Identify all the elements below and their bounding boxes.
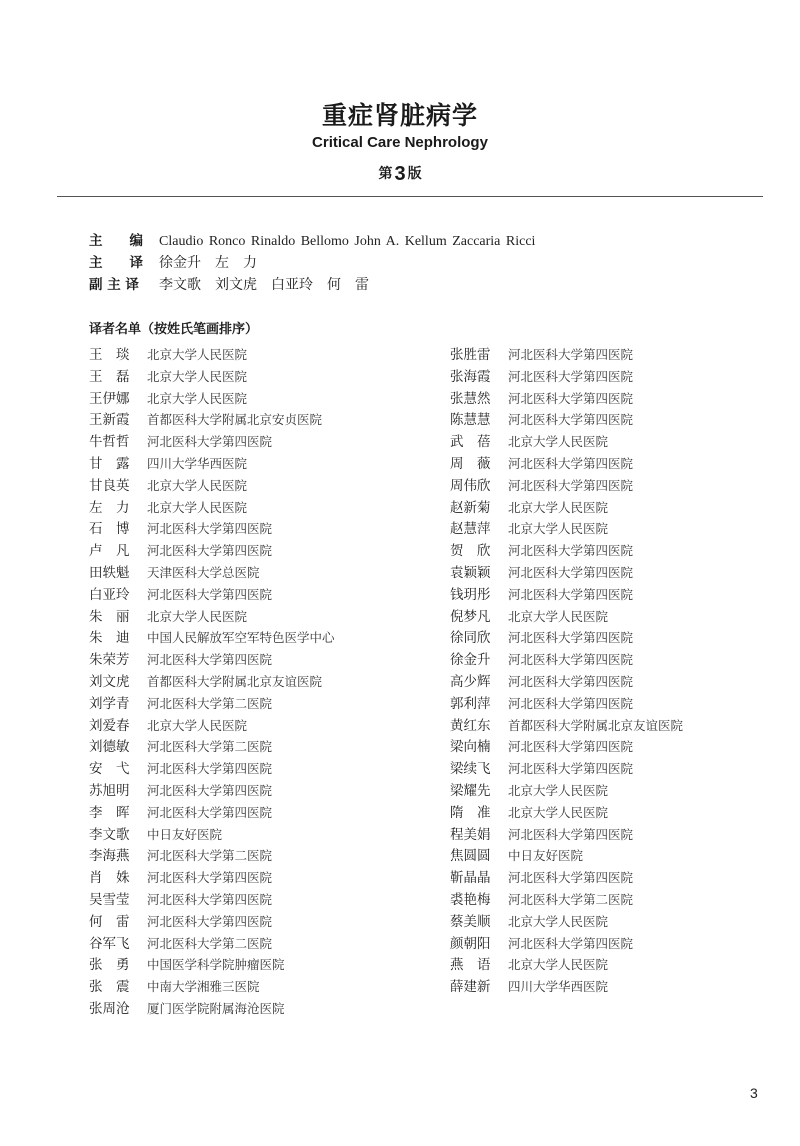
translator-entry — [450, 496, 683, 518]
translator-name: 李海燕 — [89, 848, 130, 865]
translator-name: 张海霞 — [450, 368, 491, 385]
translator-entry — [450, 888, 683, 910]
edition-number: 3 — [394, 163, 406, 185]
translator-entry — [450, 953, 683, 975]
translator-entry — [450, 779, 683, 801]
translator-affiliation: 河北医科大学第二医院 — [147, 935, 273, 951]
translator-affiliation: 河北医科大学第四医院 — [147, 870, 273, 886]
translator-name: 蔡美顺 — [450, 913, 491, 930]
translator-entry — [450, 517, 683, 539]
translator-affiliation: 河北医科大学第四医院 — [508, 761, 634, 777]
translator-affiliation: 河北医科大学第二医院 — [147, 739, 273, 755]
translator-entry — [89, 626, 335, 648]
translator-name: 牛哲哲 — [89, 434, 130, 451]
translator-affiliation: 河北医科大学第四医院 — [508, 673, 634, 689]
translator-entry — [89, 517, 335, 539]
translator-name: 苏旭明 — [89, 782, 130, 799]
translator-affiliation: 河北医科大学第四医院 — [147, 761, 273, 777]
translator-affiliation: 北京大学人民医院 — [147, 499, 248, 515]
translator-name: 裘艳梅 — [450, 891, 491, 908]
translator-affiliation: 北京大学人民医院 — [147, 347, 248, 362]
translator-name: 武 蓓 — [450, 434, 491, 451]
translator-name: 张慧然 — [450, 390, 491, 407]
translator-entry — [450, 474, 683, 496]
translator-affiliation: 天津医科大学总医院 — [147, 564, 260, 580]
translator-affiliation: 中国医学科学院肿瘤医院 — [147, 957, 285, 973]
translator-name: 赵新菊 — [450, 499, 491, 516]
translator-name: 王 磊 — [89, 368, 130, 385]
translator-entry — [450, 387, 683, 409]
translator-affiliation: 北京大学人民医院 — [508, 434, 609, 450]
translator-affiliation: 河北医科大学第四医院 — [147, 891, 273, 907]
translator-affiliation: 北京大学人民医院 — [508, 913, 609, 929]
translator-entry — [450, 583, 683, 605]
page-number: 3 — [750, 1085, 758, 1101]
translator-entry — [450, 605, 683, 627]
translator-entry — [89, 866, 335, 888]
translator-affiliation: 河北医科大学第四医院 — [508, 412, 634, 428]
translator-name: 王新霞 — [89, 412, 130, 429]
translator-affiliation: 北京大学人民医院 — [147, 390, 248, 406]
translator-affiliation: 河北医科大学第四医院 — [508, 477, 634, 493]
translator-affiliation: 中日友好医院 — [508, 848, 584, 864]
translator-name: 钱玥彤 — [450, 586, 491, 603]
translators-column-left — [89, 343, 335, 1019]
translator-name: 刘德敏 — [89, 739, 130, 756]
translator-entry — [89, 539, 335, 561]
translator-affiliation: 河北医科大学第四医院 — [508, 870, 634, 886]
translator-entry — [450, 692, 683, 714]
role-row-deputy-translator — [89, 274, 535, 296]
translator-entry — [89, 844, 335, 866]
translator-entry — [450, 408, 683, 430]
translators-heading: 译者名单（按姓氏笔画排序） — [89, 322, 259, 337]
translator-name: 刘爱春 — [89, 717, 130, 734]
translator-entry — [450, 844, 683, 866]
role-names: 李文歌 刘文虎 白亚玲 何 雷 — [159, 278, 369, 293]
translator-affiliation: 河北医科大学第四医院 — [147, 913, 273, 929]
translator-entry — [89, 932, 335, 954]
translator-name: 肖 姝 — [89, 870, 130, 887]
translator-name: 谷军飞 — [89, 935, 130, 952]
edition-prefix: 第 — [378, 166, 393, 182]
translator-affiliation: 河北医科大学第四医院 — [147, 804, 273, 820]
translator-affiliation: 北京大学人民医院 — [508, 804, 609, 820]
translator-entry — [450, 670, 683, 692]
translator-name: 张胜雷 — [450, 347, 491, 363]
translator-entry — [89, 365, 335, 387]
translator-affiliation: 河北医科大学第四医院 — [147, 434, 273, 450]
translator-name: 周伟欣 — [450, 477, 491, 494]
translator-entry — [450, 365, 683, 387]
translator-affiliation: 河北医科大学第四医院 — [508, 826, 634, 842]
translator-affiliation: 河北医科大学第四医院 — [508, 695, 634, 711]
translator-affiliation: 中南大学湘雅三医院 — [147, 979, 260, 995]
translator-entry — [89, 692, 335, 714]
translator-affiliation: 北京大学人民医院 — [147, 477, 248, 493]
translator-affiliation: 首都医科大学附属北京安贞医院 — [147, 412, 323, 428]
translator-affiliation: 河北医科大学第四医院 — [508, 586, 634, 602]
translator-name: 高少辉 — [450, 673, 491, 690]
role-label: 副 主 译 — [89, 277, 139, 293]
translator-entry — [89, 343, 335, 365]
translator-affiliation: 河北医科大学第四医院 — [147, 586, 273, 602]
translator-affiliation: 河北医科大学第四医院 — [508, 347, 634, 362]
translator-entry — [450, 539, 683, 561]
translator-affiliation: 河北医科大学第二医院 — [147, 848, 273, 864]
translator-affiliation: 中日友好医院 — [147, 826, 223, 842]
translator-name: 倪梦凡 — [450, 608, 491, 625]
role-label: 主 编 — [89, 233, 143, 249]
translator-name: 卢 凡 — [89, 543, 130, 560]
translator-affiliation: 河北医科大学第四医院 — [508, 564, 634, 580]
translator-entry — [89, 583, 335, 605]
translator-name: 甘良英 — [89, 477, 130, 494]
translator-entry — [89, 387, 335, 409]
translator-name: 吴雪莹 — [89, 891, 130, 908]
role-label: 主 译 — [89, 255, 143, 271]
edition-suffix: 版 — [407, 166, 422, 182]
translator-entry — [450, 757, 683, 779]
translator-affiliation: 厦门医学院附属海沧医院 — [147, 1000, 285, 1016]
translator-entry — [450, 561, 683, 583]
translator-name: 何 雷 — [89, 913, 130, 930]
translator-affiliation: 河北医科大学第四医院 — [508, 630, 634, 646]
translator-entry — [89, 823, 335, 845]
editor-roles — [89, 230, 535, 296]
translator-name: 张周沧 — [89, 1000, 130, 1017]
translator-name: 薛建新 — [450, 979, 491, 996]
translator-name: 郭利萍 — [450, 695, 491, 712]
translator-name: 朱 丽 — [89, 608, 130, 625]
translator-name: 李 晖 — [89, 804, 130, 821]
translator-entry — [450, 910, 683, 932]
translator-entry — [89, 779, 335, 801]
translator-entry — [450, 626, 683, 648]
translator-name: 朱荣芳 — [89, 652, 130, 669]
translator-name: 颜朝阳 — [450, 935, 491, 952]
translator-entry — [89, 735, 335, 757]
translator-name: 王 琰 — [89, 347, 130, 363]
translator-affiliation: 河北医科大学第二医院 — [147, 695, 273, 711]
translator-affiliation: 首都医科大学附属北京友谊医院 — [147, 673, 323, 689]
translator-affiliation: 北京大学人民医院 — [508, 499, 609, 515]
edition-line — [0, 163, 800, 186]
translator-affiliation: 河北医科大学第四医院 — [147, 652, 273, 668]
translator-affiliation: 四川大学华西医院 — [508, 979, 609, 995]
translator-entry — [89, 910, 335, 932]
translator-name: 燕 语 — [450, 957, 491, 974]
translator-entry — [450, 823, 683, 845]
translator-entry — [450, 452, 683, 474]
translator-affiliation: 北京大学人民医院 — [508, 782, 609, 798]
translator-name: 白亚玲 — [89, 586, 130, 603]
translator-affiliation: 北京大学人民医院 — [508, 521, 609, 537]
translator-affiliation: 河北医科大学第四医院 — [508, 543, 634, 559]
translators-column-right — [450, 343, 683, 997]
translator-name: 王伊娜 — [89, 390, 130, 407]
translator-entry — [89, 997, 335, 1019]
translator-name: 刘文虎 — [89, 673, 130, 690]
translator-affiliation: 河北医科大学第四医院 — [508, 935, 634, 951]
translator-affiliation: 河北医科大学第四医院 — [508, 390, 634, 406]
translator-name: 赵慧萍 — [450, 521, 491, 538]
translator-affiliation: 河北医科大学第四医院 — [147, 521, 273, 537]
translator-affiliation: 北京大学人民医院 — [147, 608, 248, 624]
translator-entry — [89, 801, 335, 823]
translator-affiliation: 河北医科大学第四医院 — [508, 652, 634, 668]
translator-name: 黄红东 — [450, 717, 491, 734]
header-divider — [57, 196, 763, 197]
translator-affiliation: 河北医科大学第四医院 — [508, 455, 634, 471]
translator-affiliation: 四川大学华西医院 — [147, 455, 248, 471]
translator-name: 徐金升 — [450, 652, 491, 669]
book-title: 重症肾脏病学 — [321, 101, 478, 130]
translator-name: 梁续飞 — [450, 761, 491, 778]
translator-affiliation: 河北医科大学第四医院 — [508, 368, 634, 384]
translator-entry — [450, 714, 683, 736]
translator-entry — [89, 757, 335, 779]
translator-affiliation: 首都医科大学附属北京友谊医院 — [508, 717, 684, 733]
translator-name: 甘 露 — [89, 455, 130, 472]
translator-entry — [89, 975, 335, 997]
translator-entry — [450, 735, 683, 757]
translator-affiliation: 河北医科大学第四医院 — [147, 782, 273, 798]
translator-entry — [450, 866, 683, 888]
translator-name: 徐同欣 — [450, 630, 491, 647]
translator-entry — [89, 430, 335, 452]
translator-name: 隋 准 — [450, 804, 491, 821]
translator-entry — [89, 888, 335, 910]
translator-affiliation: 河北医科大学第四医院 — [508, 739, 634, 755]
translator-entry — [450, 932, 683, 954]
translator-name: 靳晶晶 — [450, 870, 491, 887]
translator-name: 程美娟 — [450, 826, 491, 843]
translator-entry — [89, 561, 335, 583]
translator-entry — [450, 801, 683, 823]
translator-affiliation: 中国人民解放军空军特色医学中心 — [147, 630, 335, 646]
translator-entry — [89, 605, 335, 627]
translator-entry — [89, 953, 335, 975]
role-names: 徐金升 左 力 — [159, 256, 257, 271]
translator-entry — [450, 975, 683, 997]
translator-entry — [89, 474, 335, 496]
book-subtitle: Critical Care Nephrology — [312, 134, 488, 151]
translator-affiliation: 北京大学人民医院 — [147, 717, 248, 733]
translator-name: 袁颖颖 — [450, 564, 491, 581]
translator-name: 周 薇 — [450, 455, 491, 472]
translator-entry — [450, 648, 683, 670]
role-row-chief-translator — [89, 252, 535, 274]
translator-name: 左 力 — [89, 499, 130, 516]
translator-name: 陈慧慧 — [450, 412, 491, 429]
translator-entry — [89, 648, 335, 670]
translator-name: 刘学青 — [89, 695, 130, 712]
translator-affiliation: 河北医科大学第二医院 — [508, 891, 634, 907]
role-row-chief-editor — [89, 230, 535, 252]
role-names: Claudio Ronco Rinaldo Bellomo John A. Kellum Zaccaria Ricci — [159, 234, 536, 249]
translator-name: 梁耀先 — [450, 782, 491, 799]
translator-entry — [450, 430, 683, 452]
translator-entry — [450, 343, 683, 365]
translator-entry — [89, 452, 335, 474]
translator-entry — [89, 670, 335, 692]
translator-name: 梁向楠 — [450, 739, 491, 756]
translator-name: 安 弋 — [89, 761, 130, 778]
translator-affiliation: 河北医科大学第四医院 — [147, 543, 273, 559]
translator-affiliation: 北京大学人民医院 — [147, 368, 248, 384]
translator-name: 石 博 — [89, 521, 130, 538]
translator-name: 焦圆圆 — [450, 848, 491, 865]
translator-name: 张 震 — [89, 979, 130, 996]
translator-name: 贺 欣 — [450, 543, 491, 560]
translator-name: 李文歌 — [89, 826, 130, 843]
translator-entry — [89, 408, 335, 430]
translator-name: 田轶魁 — [89, 564, 130, 581]
translator-entry — [89, 496, 335, 518]
translator-affiliation: 北京大学人民医院 — [508, 608, 609, 624]
translator-entry — [89, 714, 335, 736]
translator-name: 张 勇 — [89, 957, 130, 974]
translator-name: 朱 迪 — [89, 630, 130, 647]
translator-affiliation: 北京大学人民医院 — [508, 957, 609, 973]
